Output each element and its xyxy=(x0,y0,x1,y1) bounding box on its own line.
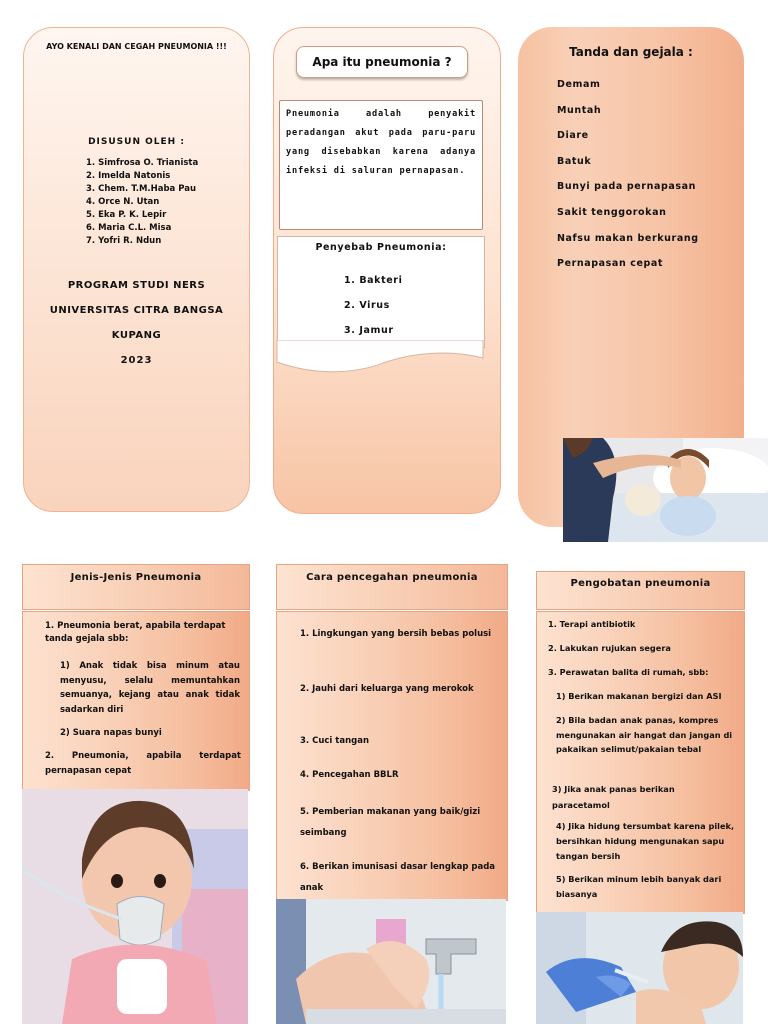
pengobatan-heading: Pengobatan pneumonia xyxy=(570,578,711,589)
pengobatan-body xyxy=(536,611,745,914)
cover-panel xyxy=(23,27,250,512)
symptom-item: Nafsu makan berkurang xyxy=(557,232,699,244)
injection-photo xyxy=(536,912,743,1024)
university-name: UNIVERSITAS CITRA BANGSA xyxy=(49,305,224,316)
definition-text: Pneumonia adalah penyakit peradangan akut pada paru-paru yang disebabkan karena adanya infeksi di saluran pernapasan. xyxy=(286,109,476,176)
jenis-header xyxy=(22,564,250,610)
cara-header xyxy=(276,564,508,610)
causes-box xyxy=(277,236,485,348)
author-item: 2. Imelda Natonis xyxy=(86,171,171,181)
causes-list xyxy=(344,268,402,343)
cara-heading: Cara pencegahan pneumonia xyxy=(306,572,478,583)
year: 2023 xyxy=(120,355,153,366)
symptom-item: Bunyi pada pernapasan xyxy=(557,181,696,193)
definition-box xyxy=(279,100,483,230)
sick-child-photo xyxy=(563,438,768,542)
symptoms-heading: Tanda dan gejala : xyxy=(569,45,693,59)
authors-list xyxy=(86,157,198,248)
cara-item: 3. Cuci tangan xyxy=(300,736,370,746)
symptom-item: Pernapasan cepat xyxy=(557,258,664,270)
authors-heading: DISUSUN OLEH : xyxy=(88,137,185,147)
author-item: 3. Chem. T.M.Haba Pau xyxy=(86,184,197,194)
author-item: 6. Maria C.L. Misa xyxy=(86,223,172,233)
jenis-item-1: 1. Pneumonia berat, apabila terdapat tanda gejala sbb: xyxy=(45,621,226,644)
symptom-item: Demam xyxy=(557,79,601,90)
jenis-item-2: 2. Pneumonia, apabila terdapat pernapasan cepat xyxy=(45,751,241,776)
cause-item: 3. Jamur xyxy=(344,325,394,336)
pengobatan-item: 1. Terapi antibiotik xyxy=(548,619,636,629)
question-heading: Apa itu pneumonia ? xyxy=(296,46,468,78)
pengobatan-subitem: 3) Jika anak panas berikan paracetamol xyxy=(552,784,675,810)
cause-item: 2. Virus xyxy=(344,300,390,311)
child-nebulizer-photo xyxy=(22,789,248,1024)
pengobatan-subitem: 1) Berikan makanan bergizi dan ASI xyxy=(556,691,722,701)
jenis-subitem-2: 2) Suara napas bunyi xyxy=(60,728,162,738)
symptoms-list xyxy=(557,72,699,277)
cara-item: 2. Jauhi dari keluarga yang merokok xyxy=(300,684,474,694)
pengobatan-subitem: 4) Jika hidung tersumbat karena pilek, bersihkan hidung mengunakan sapu tangan bersih xyxy=(556,821,735,861)
cause-item: 1. Bakteri xyxy=(344,275,403,286)
cara-item: 4. Pencegahan BBLR xyxy=(300,770,399,780)
handwashing-photo xyxy=(276,899,506,1024)
causes-heading: Penyebab Pneumonia: xyxy=(315,242,447,253)
jenis-heading: Jenis-Jenis Pneumonia xyxy=(70,572,202,583)
cara-body xyxy=(276,611,508,901)
jenis-body xyxy=(22,611,250,791)
pengobatan-header xyxy=(536,571,745,610)
brochure-title: AYO KENALI DAN CEGAH PNEUMONIA !!! xyxy=(46,42,227,51)
city-name: KUPANG xyxy=(111,330,162,341)
cara-item: 6. Berikan imunisasi dasar lengkap pada anak xyxy=(300,862,496,893)
cara-item: 5. Pemberian makanan yang baik/gizi seimbang xyxy=(300,807,481,838)
wave-decoration xyxy=(276,340,486,380)
author-item: 4. Orce N. Utan xyxy=(86,197,160,207)
program-name: PROGRAM STUDI NERS xyxy=(67,280,206,291)
symptom-item: Muntah xyxy=(557,104,602,116)
symptom-item: Diare xyxy=(557,130,589,142)
pengobatan-item: 2. Lakukan rujukan segera xyxy=(548,643,671,653)
symptom-item: Sakit tenggorokan xyxy=(557,206,667,218)
pengobatan-subitem: 2) Bila badan anak panas, kompres mengunakan air hangat dan jangan di pakaikan selimut/pakaian tebal xyxy=(556,715,733,754)
jenis-subitem-1: 1) Anak tidak bisa minum atau menyusu, selalu memuntahkan semuanya, kejang atau anak tidak sadarkan diri xyxy=(60,661,240,715)
author-item: 5. Eka P. K. Lepir xyxy=(86,210,167,220)
cara-item: 1. Lingkungan yang bersih bebas polusi xyxy=(300,629,492,639)
symptom-item: Batuk xyxy=(557,155,592,167)
author-item: 7. Yofri R. Ndun xyxy=(86,236,162,246)
author-item: 1. Simfrosa O. Trianista xyxy=(86,158,199,168)
pengobatan-subitem: 5) Berikan minum lebih banyak dari biasanya xyxy=(556,874,722,899)
pengobatan-item: 3. Perawatan balita di rumah, sbb: xyxy=(548,667,709,677)
